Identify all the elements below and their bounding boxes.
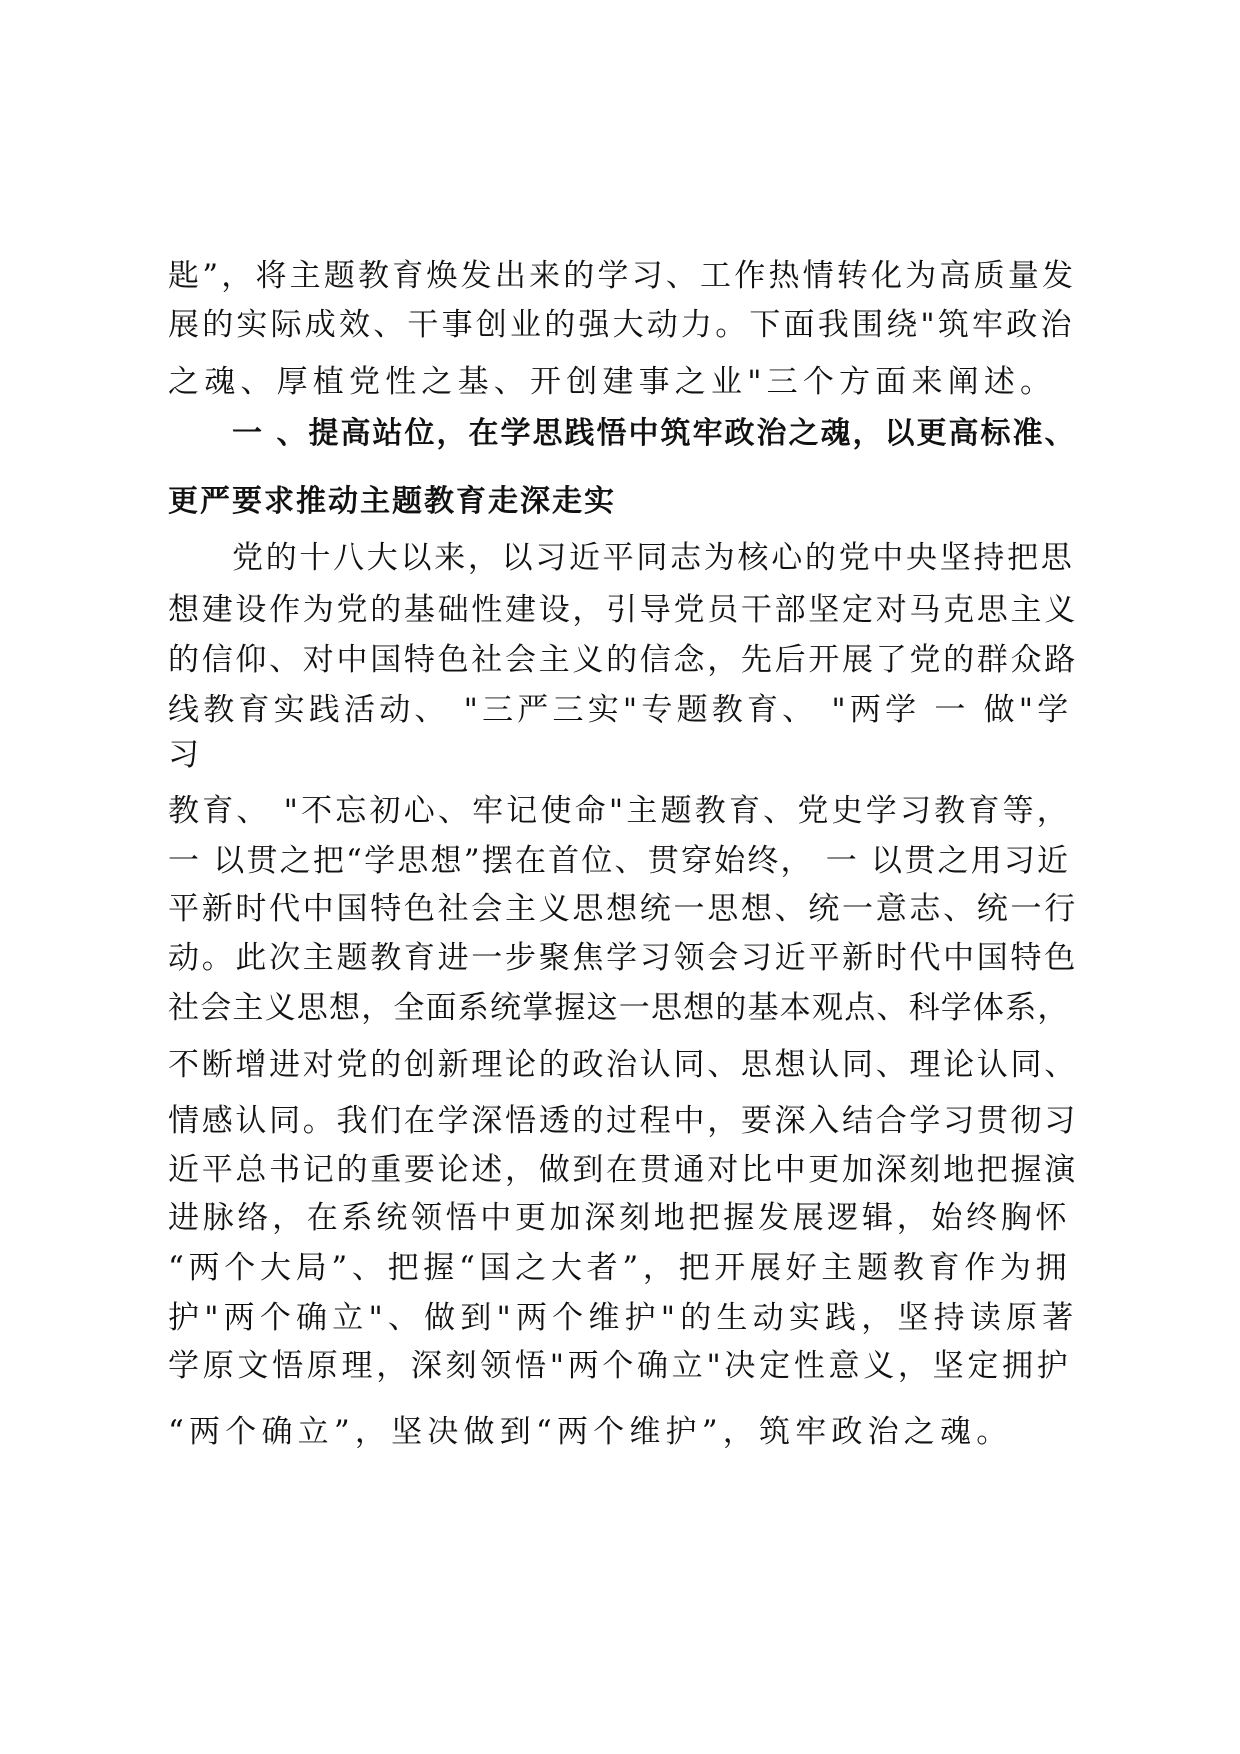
body-text-line: 护"两个确立"、做到"两个维护"的生动实践，坚持读原著: [168, 1300, 1079, 1336]
body-text-line: 想建设作为党的基础性建设，引导党员干部坚定对马克思主义: [168, 592, 1078, 628]
body-text-line: 平新时代中国特色社会主义思想统一思想、统一意志、统一行: [168, 891, 1078, 927]
section-heading-line: 一 、提高站位，在学思践悟中筑牢政治之魂，以更高标准、: [232, 416, 1077, 451]
body-text-line: 线教育实践活动、 "三严三实"专题教育、 "两学 一 做"学: [168, 692, 1073, 728]
body-text-line: 学原文悟原理，深刻领悟"两个确立"决定性意义，坚定拥护: [168, 1348, 1072, 1384]
body-text-line: 近平总书记的重要论述，做到在贯通对比中更加深刻地把握演: [168, 1152, 1078, 1188]
body-text-line: 不断增进对党的创新理论的政治认同、思想认同、理论认同、: [168, 1047, 1078, 1083]
body-text-line: “两个大局”、把握“国之大者”，把开展好主题教育作为拥: [168, 1250, 1072, 1286]
body-text-line: 进脉络，在系统领悟中更加深刻地把握发展逻辑，始终胸怀: [168, 1200, 1071, 1236]
body-text-line: “两个确立”，坚决做到“两个维护”，筑牢政治之魂。: [168, 1414, 1013, 1450]
body-text-line: 社会主义思想，全面系统掌握这一思想的基本观点、科学体系，: [168, 990, 1070, 1026]
body-text-line: 的信仰、对中国特色社会主义的信念，先后开展了党的群众路: [168, 642, 1078, 678]
body-text-line: 展的实际成效、干事创业的强大动力。下面我围绕"筑牢政治: [168, 307, 1075, 343]
body-text-line: 一 以贯之把“学思想”摆在首位、贯穿始终， 一 以贯之用习近: [168, 843, 1071, 879]
paragraph-first-line: 党的十八大以来，以习近平同志为核心的党中央坚持把思: [232, 540, 1075, 576]
body-text-line: 匙”，将主题教育焕发出来的学习、工作热情转化为高质量发: [168, 258, 1077, 294]
body-text-line: 动。此次主题教育进一步聚焦学习领会习近平新时代中国特色: [168, 940, 1078, 976]
body-text-line: 教育、 "不忘初心、牢记使命"主题教育、党史学习教育等，: [168, 793, 1071, 829]
body-text-line: 情感认同。我们在学深悟透的过程中，要深入结合学习贯彻习: [168, 1103, 1078, 1139]
body-text-line: 习: [168, 737, 205, 773]
body-text-line: 之魂、厚植党性之基、开创建事之业"三个方面来阐述。: [168, 364, 1057, 400]
section-heading-line: 更严要求推动主题教育走深走实: [168, 484, 616, 519]
